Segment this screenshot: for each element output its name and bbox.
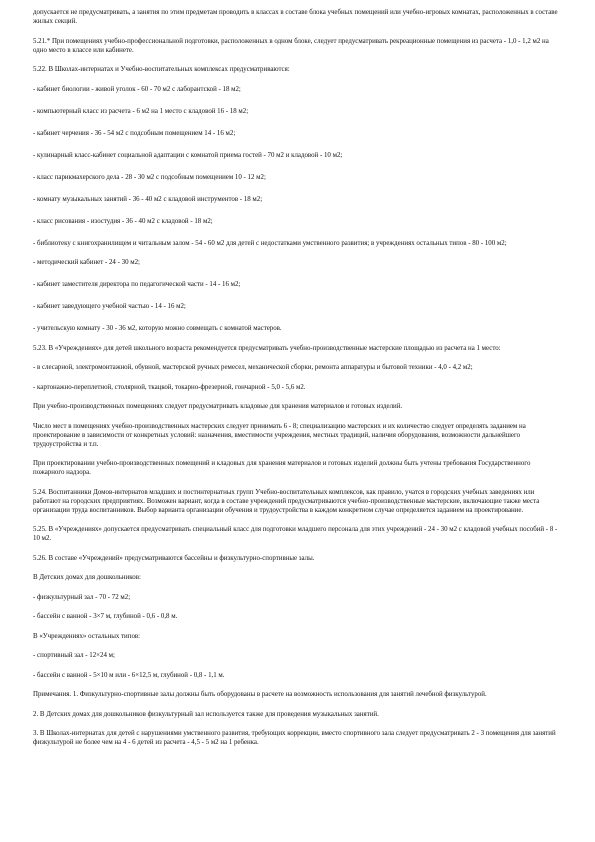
paragraph: 5.24. Воспитанники Домов-интернатов младших и постинтернатных групп Учебно-воспитательных комплексов, как правило, учатся в городских учебных заведениях или работают на городских предприятиях. Возможен вариант, когда в составе учреждений предусматриваются учебно-производственные мастерские, включающие также места организации труда воспитанников. Выбор варианта организации обучения и трудоустройства в каждом конкретном случае определяется заданием на проектирование. [33, 488, 540, 514]
list-item: - кулинарный класс-кабинет социальной адаптации с комнатой приема гостей - 70 м2 и кладовой - 10 м2; [33, 151, 343, 159]
paragraph: В Детских домах для дошкольников: [33, 574, 141, 581]
list-item: - комнату музыкальных занятий - 36 - 40 м2 с кладовой инструментов - 18 м2; [33, 195, 263, 203]
paragraph: 5.25. В «Учреждениях» допускается предусматривать специальный класс для подготовки младшего персонала для этих учреждений - 24 - 30 м2 с кладовой учебных пособий - 8 - 10 м2. [33, 526, 558, 542]
paragraph: 5.21.* При помещениях учебно-профессиональной подготовки, расположенных в одном блоке, следует предусматривать рекреационные помещения из расчета - 1,0 - 1,2 м2 на одно место в классе или кабинете. [33, 37, 549, 54]
paragraph: Число мест в помещениях учебно-производственных мастерских следует принимать 6 - 8; специализацию мастерских и их количество следует определять заданием на проектирование в зависимости от конкретных условий: назначения, вместимости учреждения, местных традиций, наличия оборудования, возможности дальнейшего трудоустройства и т.п. [33, 422, 526, 448]
note-paragraph: Примечания. 1. Физкультурно-спортивные залы должны быть оборудованы в расчете на возможность использования для занятий лечебной физкультурой. [33, 691, 487, 698]
paragraph: При проектировании учебно-производственных помещений и кладовых для хранения материалов и готовых изделий должны быть учтены требования Государственного пожарного надзора. [33, 460, 531, 476]
paragraph: допускается не предусматривать, а занятия по этим предметам проводить в классах в составе блока учебных помещений или учебно-игровых комнатах, расположенных в составе жилых секций. [33, 9, 558, 25]
paragraph: 5.26. В составе «Учреждений» предусматриваются бассейны и физкультурно-спортивные залы. [33, 554, 315, 562]
list-item: - библиотеку с книгохранилищем и читальным залом - 54 - 60 м2 для детей с недостатками умственного развития; в учреждениях остальных типов - 80 - 100 м2; [33, 239, 507, 247]
list-item: - спортивный зал - 12×24 м; [33, 652, 115, 659]
list-item: - бассейн с ванной - 5×10 м или - 6×12,5 м, глубиной - 0,8 - 1,1 м. [33, 671, 225, 679]
list-item: - методический кабинет - 24 - 30 м2; [33, 259, 140, 266]
list-item: - кабинет заместителя директора по педагогической части - 14 - 16 м2; [33, 281, 241, 288]
note-paragraph: 3. В Школах-интернатах для детей с нарушениями умственного развития, требующих коррекции, вместо спортивного зала следует предусматривать 2 - 3 помещения для занятий физкультурой не более чем на 4 - 6 детей из расчета - 4,5 - 5 м2 на 1 ребенка. [33, 730, 556, 746]
list-item: - в слесарной, электромонтажной, обувной, мастерской ручных ремесел, механической сборки, ремонта аппаратуры и бытовой техники - 4,0 - 4,2 м2; [33, 364, 473, 371]
note-paragraph: 2. В Детских домах для дошкольников физкультурный зал используется также для проведения музыкальных занятий. [33, 710, 379, 718]
list-item: - кабинет заведующего учебной частью - 14 - 16 м2; [33, 303, 186, 310]
paragraph: В «Учреждениях» остальных типов: [33, 632, 141, 640]
list-item: - класс парикмахерского дела - 28 - 30 м2 с подсобным помещением 10 - 12 м2; [33, 173, 266, 181]
list-item: - картонажно-переплетной, столярной, ткацкой, токарно-фрезерной, гончарной - 5,0 - 5,6 м2. [33, 383, 306, 391]
list-item: - учительскую комнату - 30 - 36 м2, которую можно совмещать с комнатой мастеров. [33, 325, 282, 332]
list-item: - кабинет черчения - 36 - 54 м2 с подсобным помещением 14 - 16 м2; [33, 129, 236, 137]
list-item: - бассейн с ванной - 3×7 м, глубиной - 0,6 - 0,8 м. [33, 613, 178, 620]
list-item: - кабинет биологии - живой уголок - 60 - 70 м2 с лаборантской - 18 м2; [33, 85, 241, 93]
document-page [33, 8, 563, 758]
list-item: - компьютерный класс из расчета - 6 м2 на 1 место с кладовой 16 - 18 м2; [33, 107, 249, 115]
list-item: - физкультурный зал - 70 - 72 м2; [33, 593, 131, 601]
paragraph: 5.23. В «Учреждениях» для детей школьного возраста рекомендуется предусматривать учебно-производственные мастерские площадью из расчета на 1 место: [33, 344, 501, 352]
paragraph: 5.22. В Школах-интернатах и Учебно-воспитательных комплексах предусматриваются: [33, 66, 290, 73]
paragraph: При учебно-производственных помещениях следует предусматривать кладовые для хранения материалов и готовых изделий. [33, 403, 403, 410]
list-item: - класс рисования - изостудия - 36 - 40 м2 с кладовой - 18 м2; [33, 217, 213, 225]
